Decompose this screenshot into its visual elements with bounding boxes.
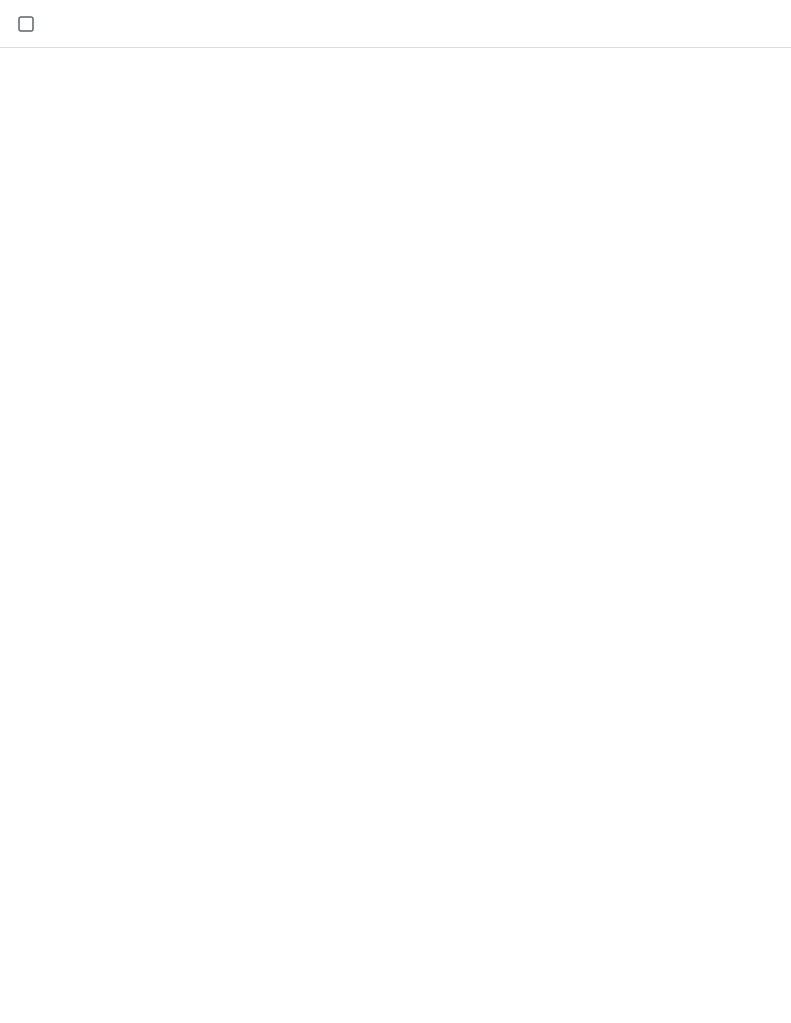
app-icon <box>16 14 36 34</box>
app-header <box>0 0 791 48</box>
main-content <box>0 48 791 1023</box>
